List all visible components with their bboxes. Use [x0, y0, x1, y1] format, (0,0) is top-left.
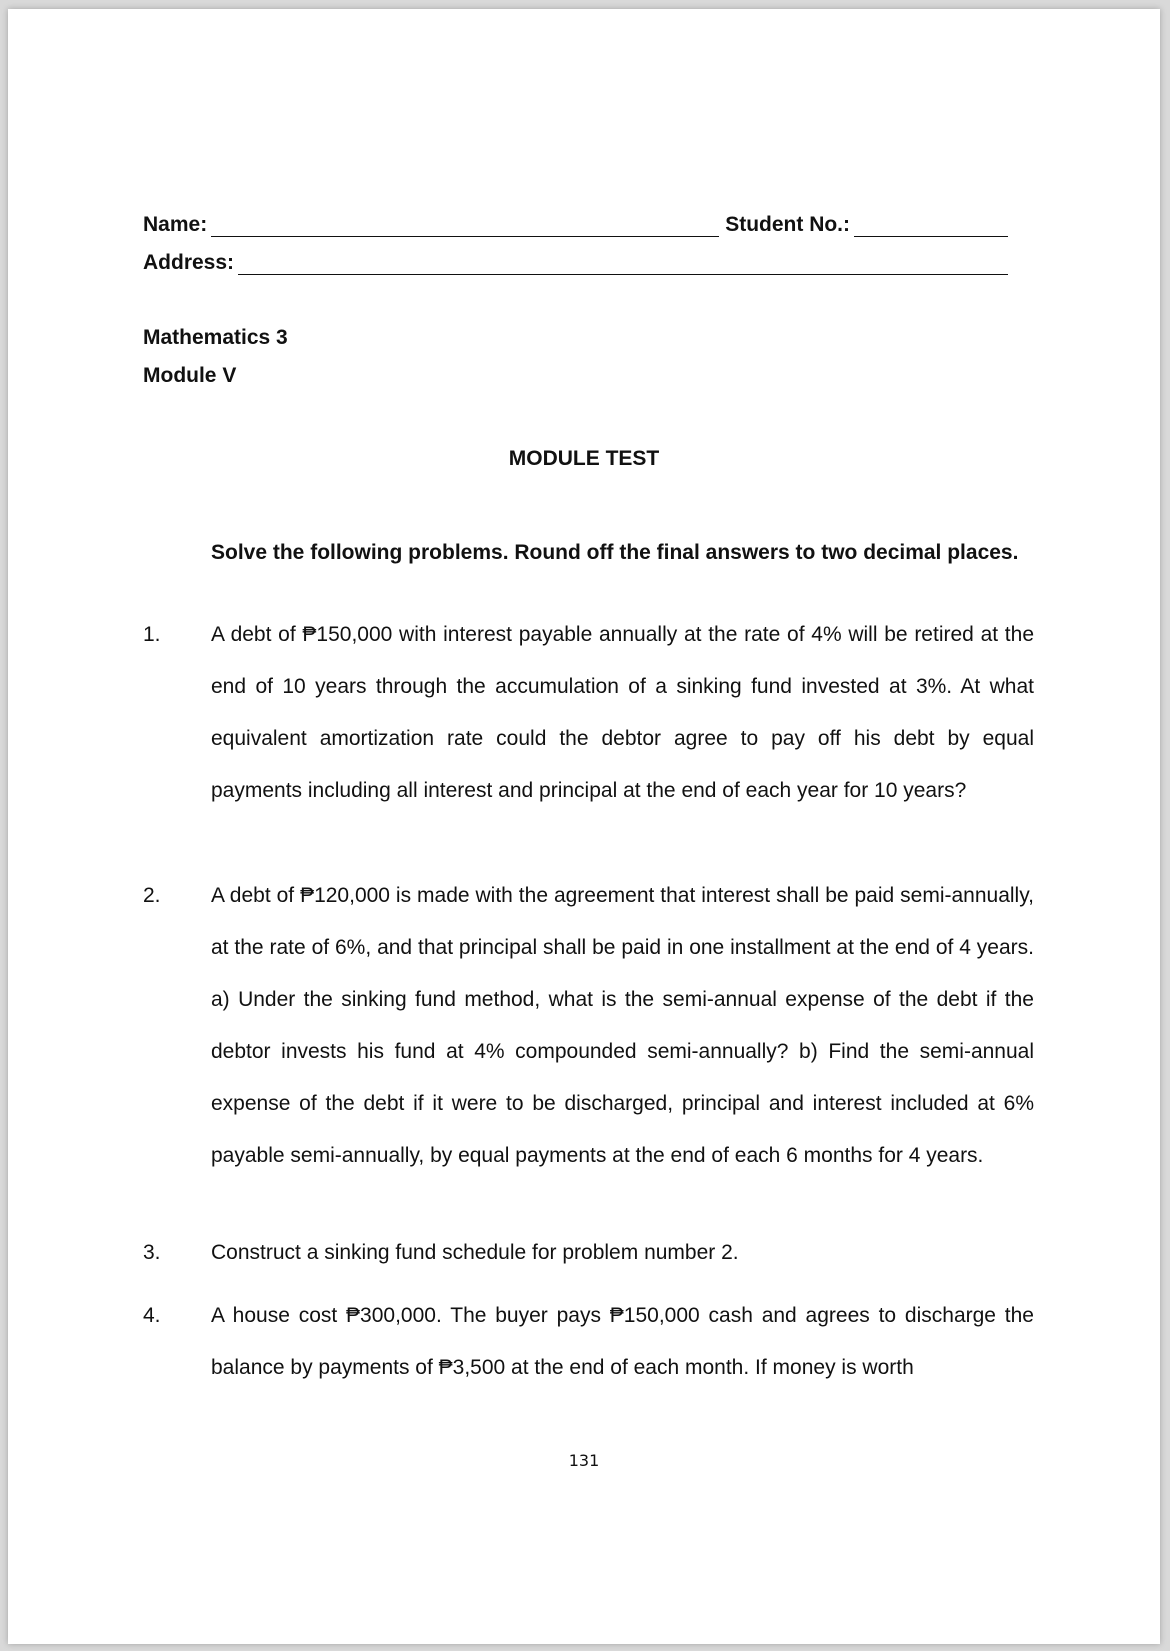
problem-number: 3.: [143, 1241, 161, 1264]
student-no-blank: [854, 216, 1008, 237]
problem-text: A debt of ₱150,000 with interest payable annually at the rate of 4% will be retired at the end of 10 years through the accumulation of a sinking fund invested at 3%. At what equivalent amortization rate could the debtor agree to pay off his debt by equal payments including all interest and principal at the end of each year for 10 years?: [211, 623, 1034, 802]
module-test-heading: MODULE TEST: [508, 447, 660, 470]
problem-number: 2.: [143, 884, 161, 907]
address-row: [143, 251, 1008, 275]
problem-text: Construct a sinking fund schedule for problem number 2.: [211, 1241, 739, 1264]
problem-1: [143, 609, 1034, 817]
name-label: Name:: [143, 213, 208, 236]
instructions: Solve the following problems. Round off the final answers to two decimal places.: [211, 541, 1019, 564]
problem-3: [143, 1227, 1034, 1279]
module-title: Module V: [143, 364, 237, 387]
problem-text: A debt of ₱120,000 is made with the agreement that interest shall be paid semi-annually, at the rate of 6%, and that principal shall be paid in one installment at the end of 4 years. a) Under the sinking fund method, what is the semi-annual expense of the debt if the debtor invests his fund at 4% compounded semi-annually? b) Find the semi-annual expense of the debt if it were to be discharged, principal and interest included at 6% payable semi-annually, by equal payments at the end of each 6 months for 4 years.: [211, 884, 1034, 1167]
page-number: 131: [568, 1451, 600, 1470]
problem-4: [143, 1290, 1034, 1394]
problem-number: 1.: [143, 623, 161, 646]
problem-text: A house cost ₱300,000. The buyer pays ₱150,000 cash and agrees to discharge the balance by payments of ₱3,500 at the end of each month. If money is worth: [211, 1304, 1034, 1379]
name-row: [143, 213, 1008, 237]
name-blank: [211, 216, 719, 237]
problem-2: [143, 870, 1034, 1182]
student-no-label: Student No.:: [725, 213, 851, 236]
document-page: [8, 9, 1160, 1644]
address-blank: [238, 254, 1008, 275]
problem-number: 4.: [143, 1304, 161, 1327]
subject-title: Mathematics 3: [143, 326, 288, 349]
address-label: Address:: [143, 251, 235, 274]
